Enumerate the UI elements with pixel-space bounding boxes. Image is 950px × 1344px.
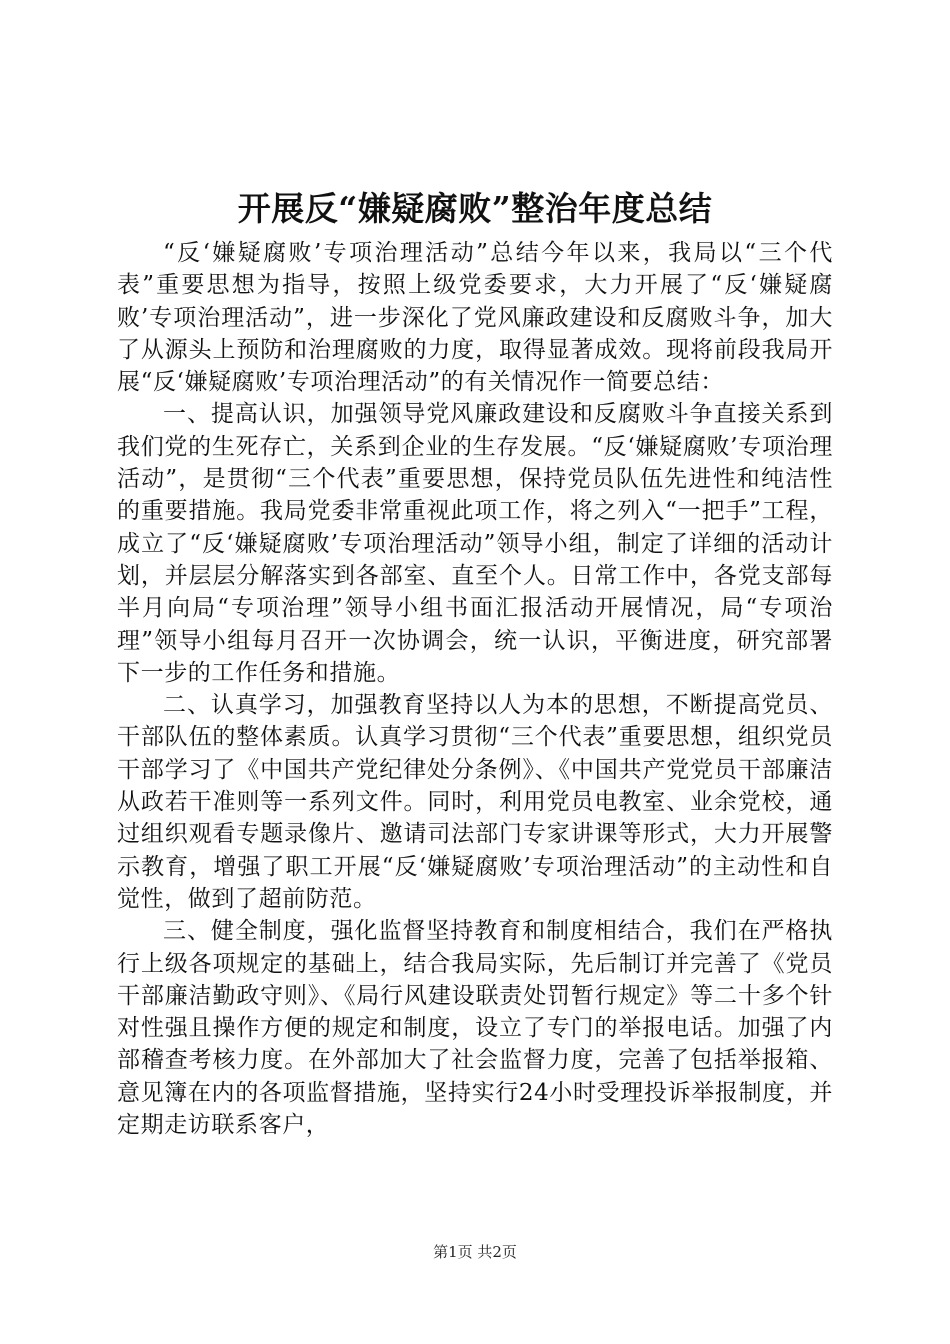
document-body (117, 237, 833, 1141)
paragraph-section-3: 三、健全制度，强化监督坚持教育和制度相结合，我们在严格执行上级各项规定的基础上，结合我局实际，先后制订并完善了《党员干部廉洁勤政守则》、《局行风建设联责处罚暂行规定》等二十多个针对性强且操作方便的规定和制度，设立了专门的举报电话。加强了内部稽查考核力度。在外部加大了社会监督力度，完善了包括举报箱、意见簿在内的各项监督措施，坚持实行24小时受理投诉举报制度，并定期走访联系客户， (117, 918, 833, 1139)
paragraph-intro: “反‘嫌疑腐败’专项治理活动”总结今年以来，我局以“三个代表”重要思想为指导，按照上级党委要求，大力开展了“反‘嫌疑腐败’专项治理活动”，进一步深化了党风廉政建设和反腐败斗争，加大了从源头上预防和治理腐败的力度，取得显著成效。现将前段我局开展“反‘嫌疑腐败’专项治理活动”的有关情况作一简要总结： (117, 240, 833, 396)
paragraph-section-2: 二、认真学习，加强教育坚持以人为本的思想，不断提高党员、干部队伍的整体素质。认真学习贯彻“三个代表”重要思想，组织党员干部学习了《中国共产党纪律处分条例》、《中国共产党党员干部廉洁从政若干准则等一系列文件。同时，利用党员电教室、业余党校，通过组织观看专题录像片、邀请司法部门专家讲课等形式，大力开展警示教育，增强了职工开展“反‘嫌疑腐败’专项治理活动”的主动性和自觉性，做到了超前防范。 (117, 692, 833, 912)
document-title: 开展反“嫌疑腐败”整治年度总结 (237, 189, 713, 228)
page-number-footer: 第1页 共2页 (433, 1243, 517, 1261)
paragraph-section-1: 一、提高认识，加强领导党风廉政建设和反腐败斗争直接关系到我们党的生死存亡，关系到企业的生存发展。“反‘嫌疑腐败’专项治理活动”，是贯彻“三个代表”重要思想，保持党员队伍先进性和纯洁性的重要措施。我局党委非常重视此项工作，将之列入“一把手”工程，成立了“反‘嫌疑腐败’专项治理活动”领导小组，制定了详细的活动计划，并层层分解落实到各部室、直至个人。日常工作中，各党支部每半月向局“专项治理”领导小组书面汇报活动开展情况，局“专项治理”领导小组每月召开一次协调会，统一认识，平衡进度，研究部署下一步的工作任务和措施。 (117, 401, 833, 686)
